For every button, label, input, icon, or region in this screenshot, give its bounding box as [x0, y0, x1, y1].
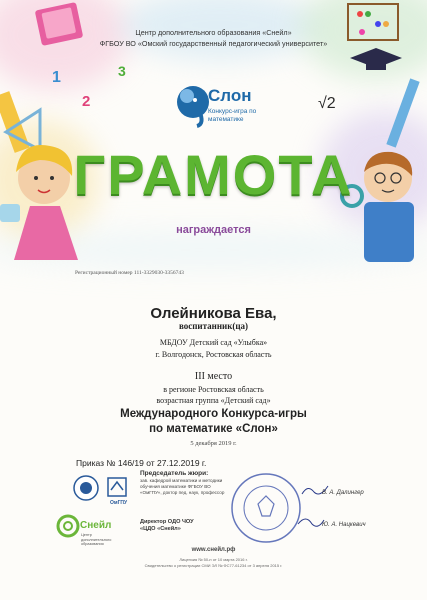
contest-logo-name: Слон — [208, 86, 252, 105]
award-place: III место — [194, 371, 233, 382]
official-stamp — [228, 470, 304, 546]
jury-chair-name: В. А. Далингер — [322, 490, 364, 496]
sqrt-icon: √2 — [318, 95, 336, 112]
age-group: возрастная группа «Детский сад» — [156, 396, 271, 405]
certificate-title: ГРАМОТА — [73, 143, 354, 206]
number-three-icon: 3 — [118, 63, 126, 79]
recipient-role: воспитанник(ца) — [178, 321, 249, 331]
award-region: в регионе Ростовская область — [163, 385, 264, 394]
registration-number: Регистрационный номер 111-3329030-3356743 — [75, 270, 184, 276]
number-one-icon: 1 — [52, 69, 61, 86]
recipient-city: г. Волгодонск, Ростовская область — [155, 350, 272, 359]
jury-chair-title: зав. кафедрой математики и методики обучения математике ФГБОУ ВО «ОмГПУ», доктор пед. наук, профессор — [140, 478, 225, 495]
license-line: Лицензия № 50-п от 10 марта 2016 г. — [179, 557, 248, 562]
website-link[interactable]: www.снейл.рф — [191, 547, 236, 553]
university-line: ФГБОУ ВО «Омский государственный педагогический университет» — [99, 39, 328, 48]
director-name: Ю. А. Нацкевич — [322, 522, 366, 528]
contest-logo-subtitle: Конкурс-игра по математике — [208, 108, 257, 123]
number-two-icon: 2 — [82, 93, 91, 110]
contest-name-line1: Международного Конкурса-игры — [120, 408, 307, 420]
organizer-line: Центр дополнительного образования «Снейл» — [135, 28, 292, 37]
contest-name-line2: по математике «Слон» — [149, 423, 278, 435]
recipient-name: Олейникова Ева, — [150, 305, 277, 322]
media-registration-line: Свидетельство о регистрации СМИ ЭЛ № ФС77-61234 от 3 апреля 2015 г. — [144, 563, 283, 568]
recipient-organization: МБДОУ Детский сад «Улыбка» — [159, 338, 268, 347]
omgpu-label: ОмГПУ — [110, 500, 128, 506]
omsk-university-emblem — [72, 474, 100, 502]
jury-chair-heading: Председатель жюри: — [140, 470, 209, 477]
director-title-line1: Директор ОДО ЧОУ — [140, 519, 194, 525]
director-title-line2: «ЦДО «Снейл» — [140, 526, 181, 532]
omgpu-book-icon — [106, 476, 128, 498]
order-number: Приказ № 146/19 от 27.12.2019 г. — [76, 458, 207, 468]
graduation-cap-icon — [350, 48, 402, 70]
snail-logo-name: Снейл — [80, 520, 112, 531]
snail-logo-icon — [56, 512, 80, 538]
contest-date: 5 декабря 2019 г. — [190, 440, 237, 447]
director-title — [140, 519, 194, 533]
pencil-icon — [386, 78, 419, 147]
snail-logo-subtitle: Центр дополнительного образования — [81, 533, 112, 547]
awarded-label: награждается — [176, 224, 251, 236]
